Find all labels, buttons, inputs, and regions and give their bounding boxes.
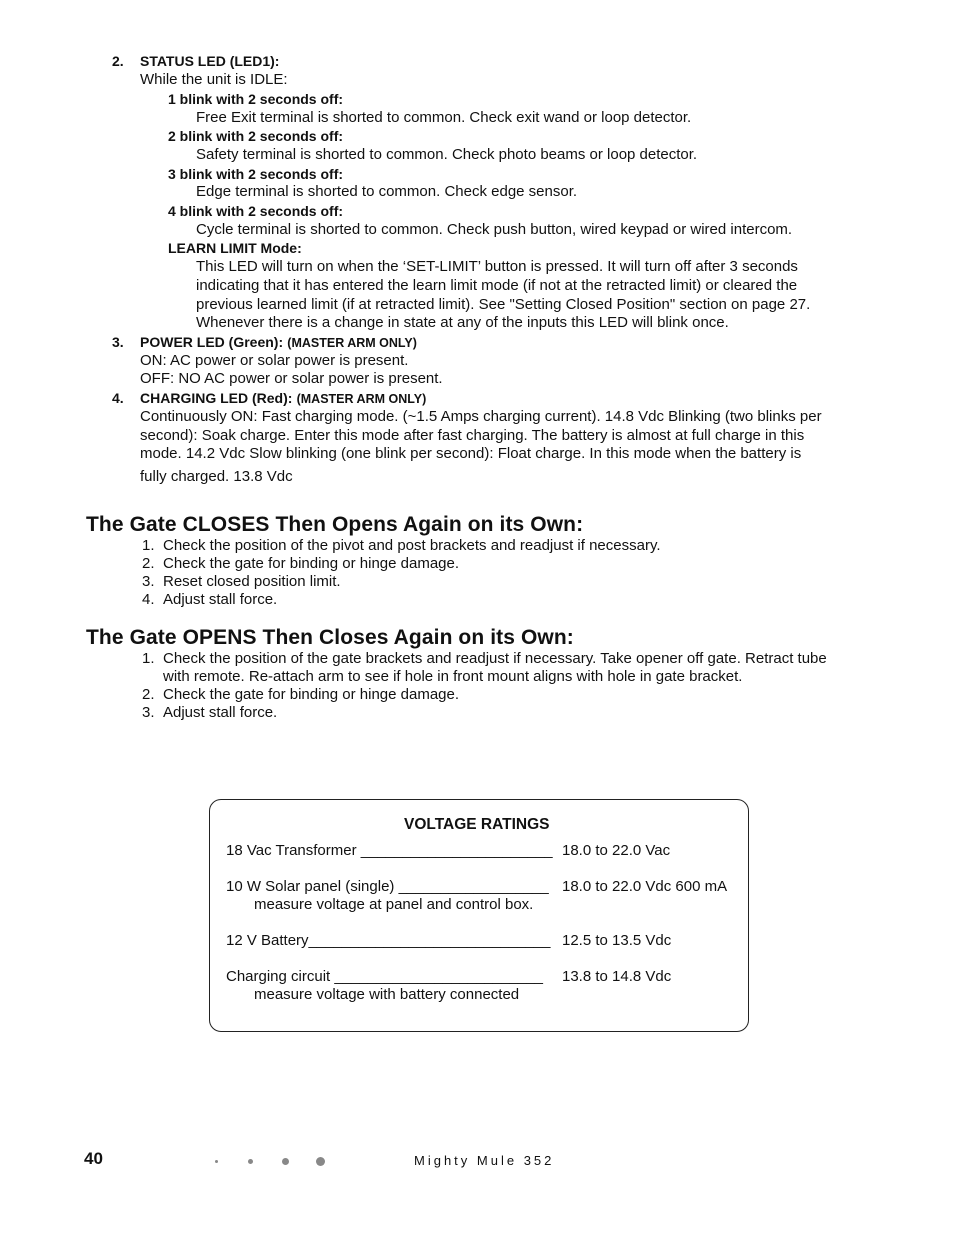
charging-title: CHARGING LED (Red): (140, 390, 293, 406)
power-num: 3. (112, 334, 124, 350)
charging-line: Continuously ON: Fast charging mode. (~1.5 Amps charging current). 14.8 Vdc Blinking (two blinks per (140, 408, 822, 425)
voltage-row-value: 18.0 to 22.0 Vdc 600 mA (562, 878, 728, 895)
charging-num: 4. (112, 390, 124, 406)
voltage-row-sub: measure voltage at panel and control box. (254, 896, 534, 913)
power-heading (140, 333, 417, 352)
voltage-row-label: Charging circuit _________________________ (226, 968, 543, 985)
learn-line: Whenever there is a change in state at any of the inputs this LED will blink once. (196, 314, 729, 331)
opens-item-num: 1. (142, 650, 155, 667)
voltage-row-value: 18.0 to 22.0 Vac (562, 842, 671, 859)
blink4-text: Cycle terminal is shorted to common. Check push button, wired keypad or wired intercom. (196, 221, 793, 238)
voltage-row-value: 13.8 to 14.8 Vdc (562, 968, 672, 985)
opens-item-cont: with remote. Re-attach arm to see if hole in front mount aligns with hole in gate bracket. (163, 668, 743, 685)
opens-item-num: 3. (142, 704, 155, 721)
closes-item-text: Adjust stall force. (163, 591, 278, 608)
dot-icon (282, 1158, 289, 1165)
opens-item-text: Check the gate for binding or hinge damage. (163, 686, 460, 703)
learn-label: LEARN LIMIT Mode: (168, 240, 302, 256)
closes-item-num: 3. (142, 573, 155, 590)
voltage-title: VOLTAGE RATINGS (404, 816, 550, 833)
charging-heading (140, 389, 426, 408)
voltage-row-sub: measure voltage with battery connected (254, 986, 520, 1003)
learn-line: This LED will turn on when the ‘SET-LIMIT’ button is pressed. It will turn off after 3 seconds (196, 258, 798, 275)
voltage-row-label: 18 Vac Transformer _______________________ (226, 842, 553, 859)
opens-item-num: 2. (142, 686, 155, 703)
status-title: STATUS LED (LED1): (140, 53, 280, 69)
learn-line: indicating that it has entered the learn limit mode (if not at the retracted limit) or cleared the (196, 277, 798, 294)
status-num: 2. (112, 53, 124, 69)
dot-icon (316, 1157, 325, 1166)
footer-title: Mighty Mule 352 (414, 1153, 555, 1168)
charging-line: fully charged. 13.8 Vdc (140, 468, 293, 485)
dot-icon (248, 1159, 253, 1164)
blink1-label: 1 blink with 2 seconds off: (168, 91, 344, 107)
closes-item-text: Check the gate for binding or hinge damage. (163, 555, 460, 572)
voltage-row-value: 12.5 to 13.5 Vdc (562, 932, 672, 949)
charging-line: second): Soak charge. Enter this mode after fast charging. The battery is almost at full charge in this (140, 427, 805, 444)
power-line: OFF: NO AC power or solar power is present. (140, 370, 443, 387)
blink4-label: 4 blink with 2 seconds off: (168, 203, 344, 219)
status-idle: While the unit is IDLE: (140, 71, 288, 88)
voltage-row-label: 10 W Solar panel (single) __________________ (226, 878, 549, 895)
power-note: (MASTER ARM ONLY) (287, 336, 417, 350)
closes-item-text: Check the position of the pivot and post brackets and readjust if necessary. (163, 537, 661, 554)
power-line: ON: AC power or solar power is present. (140, 352, 409, 369)
blink3-label: 3 blink with 2 seconds off: (168, 166, 344, 182)
dot-icon (215, 1160, 218, 1163)
blink3-text: Edge terminal is shorted to common. Check edge sensor. (196, 183, 578, 200)
blink2-label: 2 blink with 2 seconds off: (168, 128, 344, 144)
page-number: 40 (84, 1149, 103, 1168)
closes-item-num: 4. (142, 591, 155, 608)
voltage-row-label: 12 V Battery_____________________________ (226, 932, 551, 949)
opens-item-text: Adjust stall force. (163, 704, 278, 721)
closes-heading: The Gate CLOSES Then Opens Again on its Own: (86, 513, 584, 536)
charging-line: mode. 14.2 Vdc Slow blinking (one blink per second): Float charge. In this mode when the battery is (140, 445, 802, 462)
blink2-text: Safety terminal is shorted to common. Check photo beams or loop detector. (196, 146, 698, 163)
opens-item-text: Check the position of the gate brackets and readjust if necessary. Take opener off gate. Retract tube (163, 650, 827, 667)
charging-note: (MASTER ARM ONLY) (296, 392, 427, 406)
opens-heading: The Gate OPENS Then Closes Again on its Own: (86, 626, 574, 649)
power-title: POWER LED (Green): (140, 334, 284, 350)
learn-line: previous learned limit (if at retracted limit). See "Setting Closed Position" section on page 27. (196, 296, 811, 313)
closes-item-text: Reset closed position limit. (163, 573, 341, 590)
closes-item-num: 1. (142, 537, 155, 554)
blink1-text: Free Exit terminal is shorted to common. Check exit wand or loop detector. (196, 109, 692, 126)
closes-item-num: 2. (142, 555, 155, 572)
